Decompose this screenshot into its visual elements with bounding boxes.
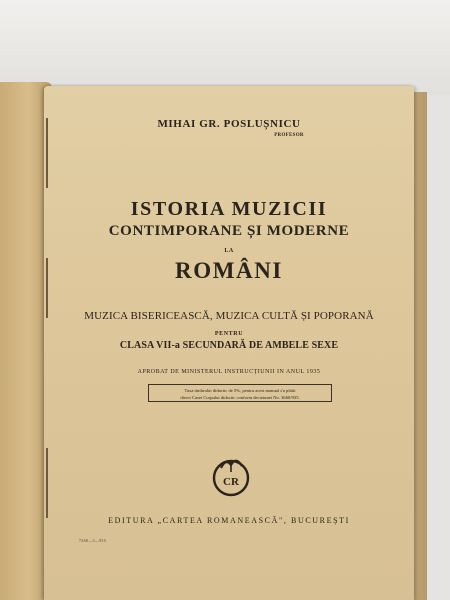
book-title-line-2: CONTIMPORANE ȘI MODERNE [108, 223, 350, 239]
publisher-logo [209, 454, 253, 498]
binding-stitch [46, 118, 48, 188]
logo-letters: CR [223, 476, 239, 488]
book-title-line-1: ISTORIA MUZICII [130, 198, 328, 220]
backdrop [0, 0, 450, 95]
publisher-line: EDITURA „CARTEA ROMANEASCĂ", BUCUREȘTI [108, 516, 350, 525]
title-page [44, 86, 414, 600]
tax-line-1: Taxa timbrului didactic de 5%, pentru acest manual s'a plătit [184, 388, 296, 393]
book-subtitle: MUZICA BISERICEASCĂ, MUZICA CULTĂ ȘI POPORANĂ [84, 310, 374, 322]
for-label: PENTRU [214, 331, 244, 337]
tax-line-2: direct Casei Corpului didactic conform deciziunei No. 3660/935. [180, 395, 300, 400]
class-line: CLASA VII-a SECUNDARĂ DE AMBELE SEXE [119, 340, 339, 351]
author-name: MIHAI GR. POSLUȘNICU [157, 118, 301, 130]
author-title: PROFESOR [274, 133, 304, 138]
print-code: 7268—3—935 [79, 538, 106, 543]
book-title-line-3: ROMÂNI [175, 258, 283, 283]
book-title-connector: LA [224, 248, 234, 254]
binding-stitch [46, 258, 48, 318]
approval-note: APROBAT DE MINISTERUL INSTRUCȚIUNII IN ANUL 1935 [137, 369, 321, 375]
binding-stitch [46, 448, 48, 518]
tax-stamp-box [148, 384, 332, 402]
